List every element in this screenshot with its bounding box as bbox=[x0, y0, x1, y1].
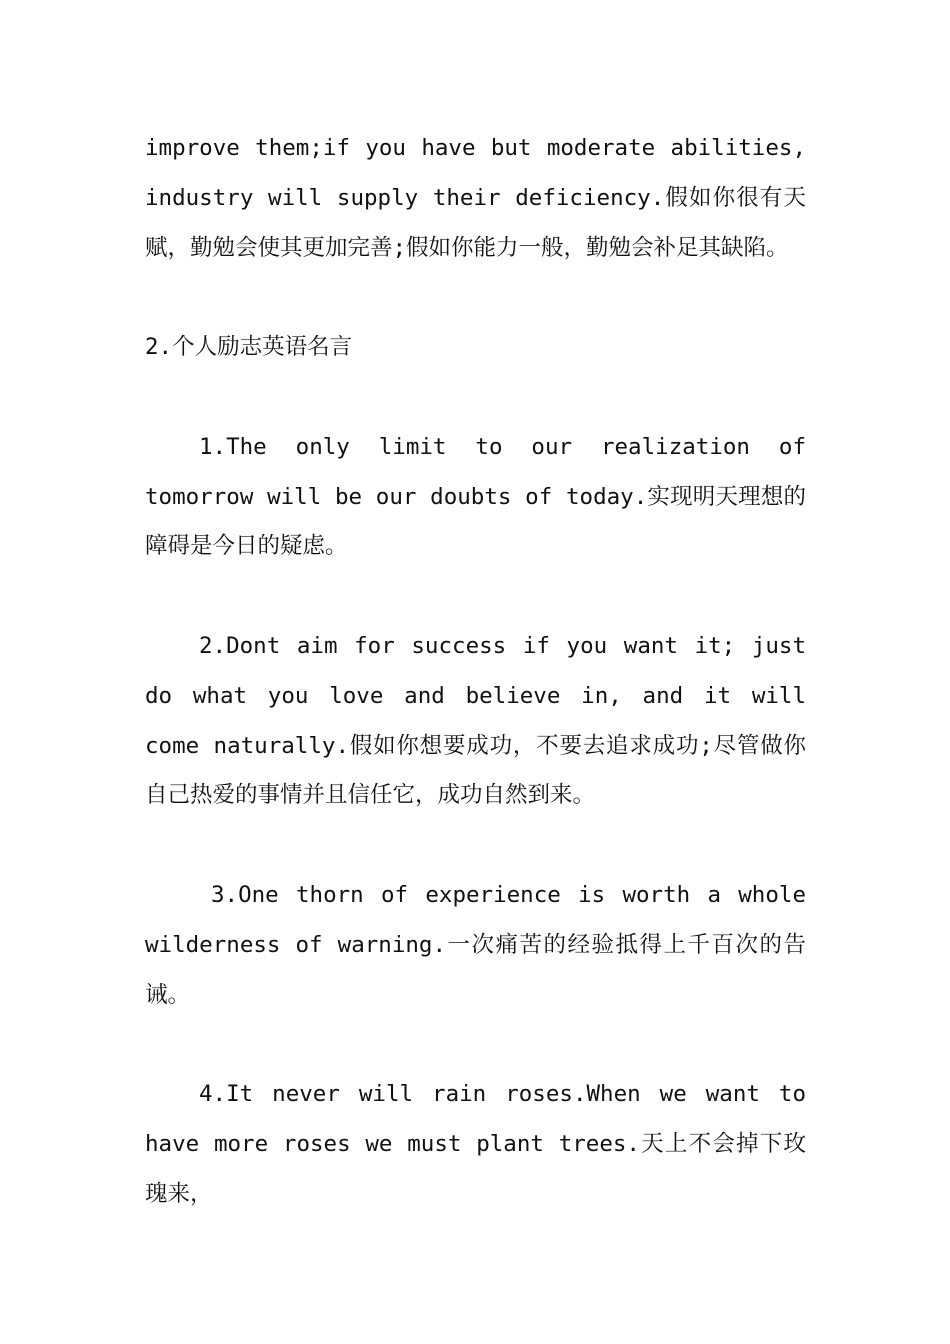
paragraph-spacer bbox=[145, 273, 806, 323]
paragraph-spacer bbox=[145, 373, 806, 423]
quote-item-4: 4.It never will rain roses.When we want to have more roses we must plant trees.天上不会掉下玫瑰来， bbox=[145, 1081, 806, 1207]
quote-item-1: 1.The only limit to our realization of tomorrow will be our doubts of today.实现明天理想的障碍是今日的疑虑。 bbox=[145, 433, 806, 560]
document-page bbox=[145, 124, 806, 1220]
paragraph-continuation: improve them;if you have but moderate abilities, industry will supply their deficiency.假如你很有天赋，勤勉会使其更加完善;假如你能力一般，勤勉会补足其缺陷。 bbox=[145, 135, 806, 261]
paragraph-spacer bbox=[145, 1020, 806, 1070]
section-heading: 2.个人励志英语名言 bbox=[145, 334, 353, 361]
quote-item-2: 2.Dont aim for success if you want it; just do what you love and believe in, and it will come naturally.假如你想要成功，不要去追求成功;尽管做你自己热爱的事情并且信任它，成功自然到来。 bbox=[145, 632, 806, 809]
quote-item-3: 3.One thorn of experience is worth a whole wilderness of warning.一次痛苦的经验抵得上千百次的告诫。 bbox=[145, 881, 806, 1008]
paragraph-spacer bbox=[145, 821, 806, 871]
paragraph-spacer bbox=[145, 572, 806, 622]
